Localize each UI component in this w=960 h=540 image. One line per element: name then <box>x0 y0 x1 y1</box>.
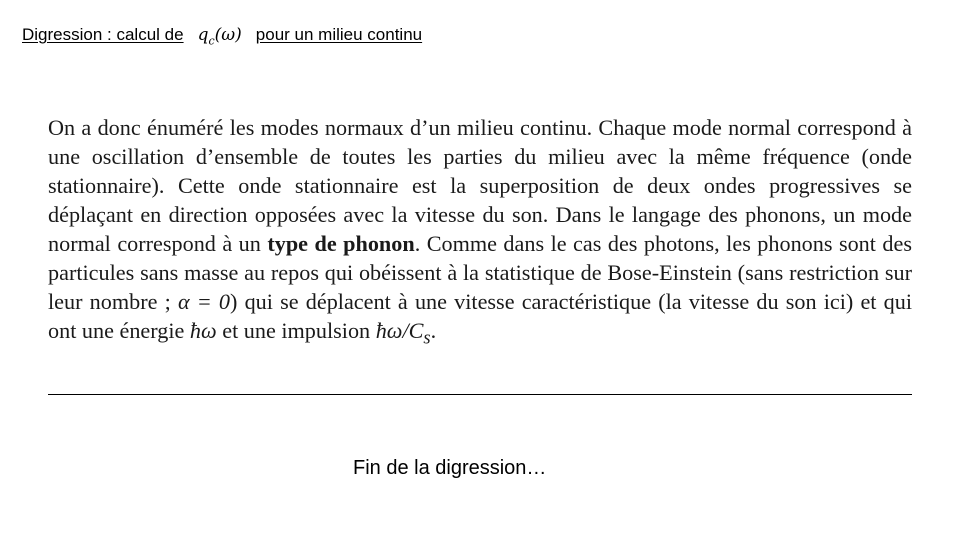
horizontal-divider <box>48 394 912 395</box>
explanation-paragraph: On a donc énuméré les modes normaux d’un milieu continu. Chaque mode normal correspond à une oscillation d’ensemble de toutes les parties du milieu avec la même fréquence (onde stationnaire). Cette onde stationnaire est la superposition de deux ondes progressives se déplaçant en direction opposées avec la vitesse du son. Dans le langage des phonons, un mode normal correspond à un type de phonon. Comme dans le cas des photons, les phonons sont des particules sans masse au repos qui obéissent à la statistique de Bose-Einstein (sans restriction sur leur nombre ; α = 0) qui se déplacent à une vitesse caractéristique (la vitesse du son ici) et qui ont une énergie ħω et une impulsion $ħ\omega/C_s$. <box>48 115 912 349</box>
alpha-equation: α = 0 <box>177 289 231 314</box>
title-text-after: pour un milieu continu <box>255 25 423 44</box>
energy-formula: ħω <box>189 318 217 343</box>
slide-title <box>22 24 422 52</box>
bold-term: type de phonon <box>267 231 415 256</box>
title-math-qc: $q_c(\omega)$ <box>197 25 242 48</box>
momentum-formula: $ħ\omega/C_s$ <box>375 318 431 349</box>
closing-text: Fin de la digression… <box>353 457 547 479</box>
title-text-before: Digression : calcul de <box>22 25 184 44</box>
